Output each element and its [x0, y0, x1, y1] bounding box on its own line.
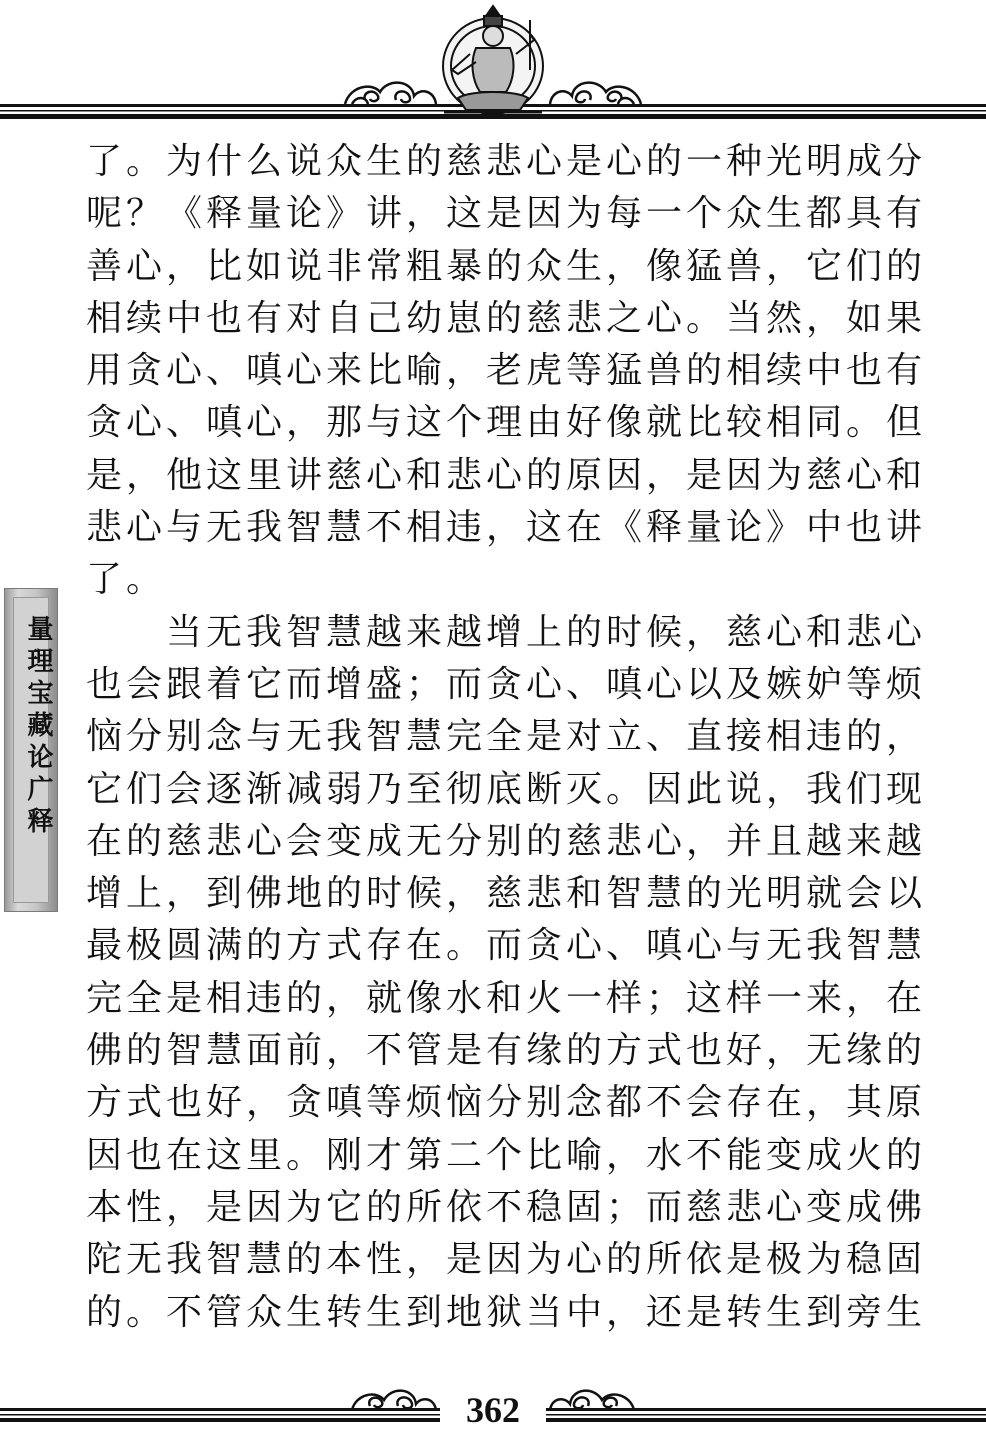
text-line: 佛的智慧面前，不管是有缘的方式也好，无缘的 — [86, 1030, 927, 1072]
padmasambhava-figure-icon — [443, 6, 543, 114]
header-ornament — [0, 0, 986, 130]
cloud-left-icon — [345, 83, 436, 104]
book-title: 量理宝藏论广释 — [23, 615, 53, 839]
text-line: 了。 — [86, 559, 167, 601]
body-text — [86, 136, 927, 1339]
book-title-tab — [4, 588, 58, 912]
text-line: 了。为什么说众生的慈悲心是心的一种光明成分 — [86, 141, 927, 182]
text-line: 呢？《释量论》讲，这是因为每一个众生都具有 — [86, 193, 927, 235]
footer-cloud-left-icon — [352, 1391, 436, 1410]
text-line: 是，他这里讲慈心和悲心的原因，是因为慈心和 — [86, 454, 927, 496]
page-number: 362 — [466, 1390, 520, 1430]
text-line: 的。不管众生转生到地狱当中，还是转生到旁生 — [86, 1291, 927, 1333]
text-line: 悲心与无我智慧不相违，这在《释量论》中也讲 — [86, 507, 927, 549]
text-line: 也会跟着它而增盛；而贪心、嗔心以及嫉妒等烦 — [86, 663, 927, 705]
text-line: 恼分别念与无我智慧完全是对立、直接相违的， — [86, 716, 927, 758]
page-header — [0, 0, 986, 130]
text-line: 方式也好，贪嗔等烦恼分别念都不会存在，其原 — [86, 1082, 927, 1124]
cloud-right-icon — [550, 83, 641, 104]
text-line: 用贪心、嗔心来比喻，老虎等猛兽的相续中也有 — [86, 350, 927, 392]
text-line: 完全是相违的，就像水和火一样；这样一来，在 — [86, 977, 927, 1019]
text-line: 当无我智慧越来越增上的时候，慈心和悲心 — [86, 611, 927, 653]
text-line: 它们会逐渐减弱乃至彻底断灭。因此说，我们现 — [86, 768, 927, 810]
text-line: 在的慈悲心会变成无分别的慈悲心，并且越来越 — [86, 820, 927, 862]
text-line: 本性，是因为它的所依不稳固；而慈悲心变成佛 — [86, 1186, 927, 1228]
text-line: 贪心、嗔心，那与这个理由好像就比较相同。但 — [86, 402, 927, 444]
text-line: 最极圆满的方式存在。而贪心、嗔心与无我智慧 — [86, 925, 927, 967]
text-line: 陀无我智慧的本性，是因为心的所依是极为稳固 — [86, 1239, 927, 1281]
footer-cloud-right-icon — [550, 1391, 634, 1410]
text-line: 相续中也有对自己幼崽的慈悲之心。当然，如果 — [86, 297, 927, 339]
text-line: 因也在这里。刚才第二个比喻，水不能变成火的 — [86, 1134, 927, 1176]
text-line: 善心，比如说非常粗暴的众生，像猛兽，它们的 — [86, 245, 927, 287]
text-line: 增上，到佛地的时候，慈悲和智慧的光明就会以 — [86, 873, 927, 915]
